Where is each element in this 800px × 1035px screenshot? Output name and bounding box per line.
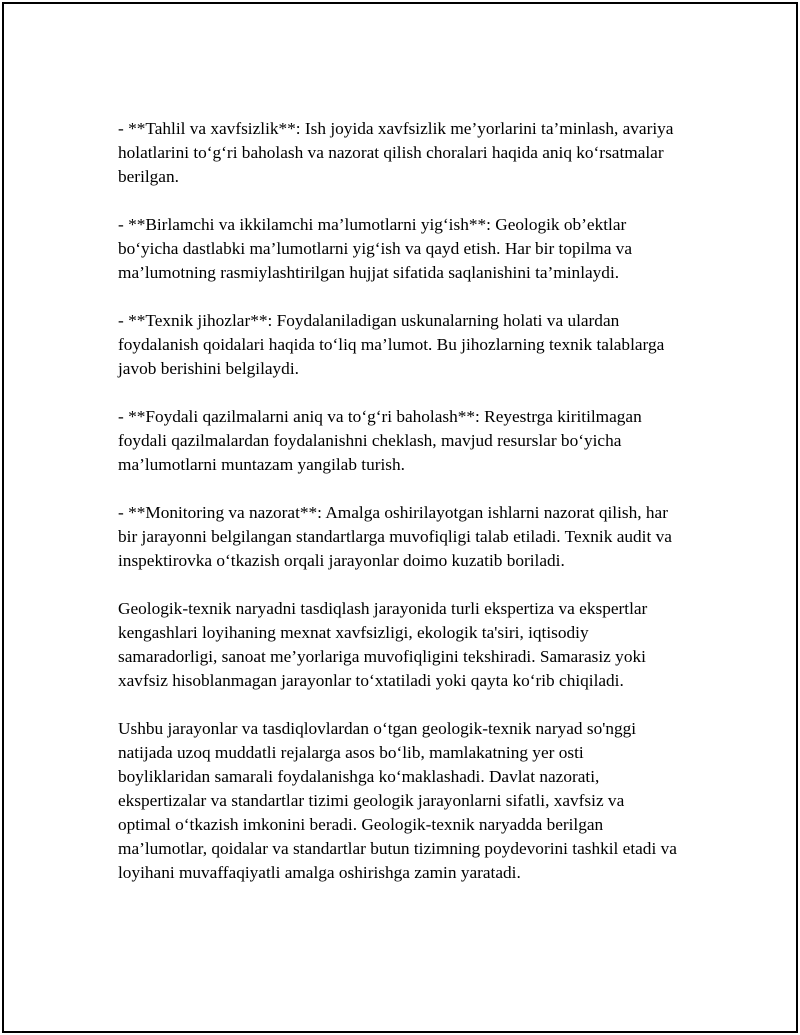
paragraph-tasdiqlash-jarayoni: Geologik-texnik naryadni tasdiqlash jarayonida turli ekspertiza va ekspertlar kengashlari loyihaning mexnat xavfsizligi, ekologik ta'siri, iqtisodiy samaradorligi, sanoat me’yorlariga muvofiqligini tekshiradi. Samarasiz yoki xavfsiz hisoblanmagan jarayonlar to‘xtatiladi yoki qayta ko‘rib chiqiladi. [118,599,648,690]
paragraph-texnik-jihozlar: - **Texnik jihozlar**: Foydalaniladigan uskunalarning holati va ulardan foydalanish qoidalari haqida to‘liq ma’lumot. Bu jihozlarning texnik talablarga javob berishini belgilaydi. [118,311,665,378]
document-body [118,117,678,885]
paragraph-xulosa: Ushbu jarayonlar va tasdiqlovlardan o‘tgan geologik-texnik naryad so'nggi natijada uzoq muddatli rejalarga asos bo‘lib, mamlakatning yer osti boyliklaridan samarali foydalanishga ko‘maklashadi. Davlat nazorati, ekspertizalar va standartlar tizimi geologik jarayonlarni sifatli, xavfsiz va optimal o‘tkazish imkonini beradi. Geologik-texnik naryadda berilgan ma’lumotlar, qoidalar va standartlar butun tizimning poydevorini tashkil etadi va loyihani muvaffaqiyatli amalga oshirishga zamin yaratadi. [118,719,677,882]
paragraph-foydali-qazilmalar: - **Foydali qazilmalarni aniq va to‘g‘ri baholash**: Reyestrga kiritilmagan foydali qazilmalardan foydalanishni cheklash, mavjud resurslar bo‘yicha ma’lumotlarni muntazam yangilab turish. [118,407,642,474]
paragraph-tahlil-xavfsizlik: - **Tahlil va xavfsizlik**: Ish joyida xavfsizlik me’yorlarini ta’minlash, avariya holatlarini to‘g‘ri baholash va nazorat qilish choralari haqida aniq ko‘rsatmalar berilgan. [118,119,674,186]
paragraph-monitoring-nazorat: - **Monitoring va nazorat**: Amalga oshirilayotgan ishlarni nazorat qilish, har bir jarayonni belgilangan standartlarga muvofiqligi talab etiladi. Texnik audit va inspektirovka o‘tkazish orqali jarayonlar doimo kuzatib boriladi. [118,503,672,570]
paragraph-malumotlar-yigish: - **Birlamchi va ikkilamchi ma’lumotlarni yig‘ish**: Geologik ob’ektlar bo‘yicha dastlabki ma’lumotlarni yig‘ish va qayd etish. Har bir topilma va ma’lumotning rasmiylashtirilgan hujjat sifatida saqlanishini ta’minlaydi. [118,215,632,282]
